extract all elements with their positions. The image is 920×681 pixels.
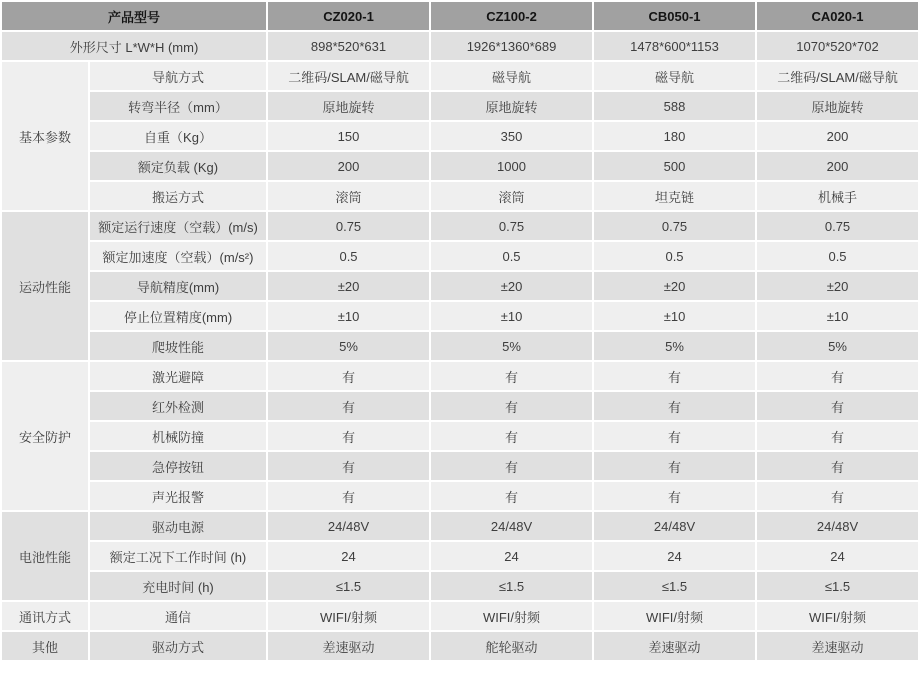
cell-value: 588 xyxy=(594,92,755,120)
cell-value: ±20 xyxy=(757,272,918,300)
cell-value: WIFI/射频 xyxy=(268,602,429,630)
cell-value: 350 xyxy=(431,122,592,150)
cell-value: 机械手 xyxy=(757,182,918,210)
cell-value: 有 xyxy=(757,422,918,450)
table-row xyxy=(2,272,918,300)
table-header-row xyxy=(2,2,918,30)
cell-value: 150 xyxy=(268,122,429,150)
table-row xyxy=(2,302,918,330)
param-label: 转弯半径（mm） xyxy=(90,92,266,120)
cell-value: WIFI/射频 xyxy=(431,602,592,630)
cell-value: 24 xyxy=(268,542,429,570)
table-row xyxy=(2,362,918,390)
group-label: 通讯方式 xyxy=(2,602,88,630)
model-header: CZ020-1 xyxy=(268,2,429,30)
param-label: 通信 xyxy=(90,602,266,630)
cell-value: 1070*520*702 xyxy=(757,32,918,60)
cell-value: 1478*600*1153 xyxy=(594,32,755,60)
header-param-label: 产品型号 xyxy=(2,2,266,30)
cell-value: 有 xyxy=(594,452,755,480)
param-label: 导航精度(mm) xyxy=(90,272,266,300)
cell-value: 180 xyxy=(594,122,755,150)
cell-value: 24/48V xyxy=(594,512,755,540)
cell-value: 原地旋转 xyxy=(431,92,592,120)
table-row xyxy=(2,122,918,150)
param-label: 充电时间 (h) xyxy=(90,572,266,600)
param-label: 机械防撞 xyxy=(90,422,266,450)
cell-value: 磁导航 xyxy=(431,62,592,90)
cell-value: 有 xyxy=(268,452,429,480)
table-row xyxy=(2,572,918,600)
group-label: 安全防护 xyxy=(2,362,88,510)
cell-value: 有 xyxy=(268,422,429,450)
param-label: 红外检测 xyxy=(90,392,266,420)
cell-value: ≤1.5 xyxy=(757,572,918,600)
cell-value: ±20 xyxy=(268,272,429,300)
table-row xyxy=(2,482,918,510)
cell-value: 24 xyxy=(757,542,918,570)
cell-value: 有 xyxy=(431,362,592,390)
cell-value: 二维码/SLAM/磁导航 xyxy=(757,62,918,90)
param-label: 爬坡性能 xyxy=(90,332,266,360)
model-header: CA020-1 xyxy=(757,2,918,30)
table-row xyxy=(2,542,918,570)
cell-value: 有 xyxy=(594,482,755,510)
cell-value: 0.75 xyxy=(268,212,429,240)
cell-value: ≤1.5 xyxy=(431,572,592,600)
cell-value: 1926*1360*689 xyxy=(431,32,592,60)
param-label: 声光报警 xyxy=(90,482,266,510)
cell-value: 有 xyxy=(757,362,918,390)
cell-value: 0.5 xyxy=(594,242,755,270)
cell-value: 1000 xyxy=(431,152,592,180)
cell-value: ±20 xyxy=(594,272,755,300)
cell-value: 差速驱动 xyxy=(268,632,429,660)
cell-value: ±10 xyxy=(594,302,755,330)
cell-value: 0.75 xyxy=(594,212,755,240)
cell-value: ±10 xyxy=(757,302,918,330)
cell-value: 差速驱动 xyxy=(757,632,918,660)
param-label: 自重（Kg） xyxy=(90,122,266,150)
cell-value: 0.5 xyxy=(757,242,918,270)
table-row xyxy=(2,392,918,420)
cell-value: 24 xyxy=(431,542,592,570)
cell-value: 有 xyxy=(431,392,592,420)
cell-value: 有 xyxy=(757,392,918,420)
cell-value: 5% xyxy=(268,332,429,360)
cell-value: 有 xyxy=(431,422,592,450)
model-header: CB050-1 xyxy=(594,2,755,30)
table-row xyxy=(2,332,918,360)
cell-value: 200 xyxy=(757,122,918,150)
group-label: 运动性能 xyxy=(2,212,88,360)
cell-value: 898*520*631 xyxy=(268,32,429,60)
model-header: CZ100-2 xyxy=(431,2,592,30)
cell-value: 有 xyxy=(594,422,755,450)
param-label: 搬运方式 xyxy=(90,182,266,210)
cell-value: 0.5 xyxy=(268,242,429,270)
cell-value: 有 xyxy=(431,482,592,510)
cell-value: 有 xyxy=(268,482,429,510)
param-label: 导航方式 xyxy=(90,62,266,90)
table-row xyxy=(2,182,918,210)
cell-value: 滚筒 xyxy=(268,182,429,210)
cell-value: 原地旋转 xyxy=(268,92,429,120)
cell-value: 有 xyxy=(757,452,918,480)
cell-value: ±10 xyxy=(268,302,429,330)
cell-value: 5% xyxy=(757,332,918,360)
cell-value: 有 xyxy=(757,482,918,510)
cell-value: 0.75 xyxy=(431,212,592,240)
cell-value: 500 xyxy=(594,152,755,180)
cell-value: ≤1.5 xyxy=(594,572,755,600)
cell-value: WIFI/射频 xyxy=(757,602,918,630)
param-label: 停止位置精度(mm) xyxy=(90,302,266,330)
table-row xyxy=(2,62,918,90)
cell-value: 原地旋转 xyxy=(757,92,918,120)
cell-value: 24/48V xyxy=(431,512,592,540)
param-label: 额定负载 (Kg) xyxy=(90,152,266,180)
cell-value: 24 xyxy=(594,542,755,570)
dimension-label: 外形尺寸 L*W*H (mm) xyxy=(2,32,266,60)
table-row xyxy=(2,32,918,60)
param-label: 额定加速度（空载）(m/s²) xyxy=(90,242,266,270)
cell-value: 有 xyxy=(594,392,755,420)
cell-value: 5% xyxy=(431,332,592,360)
cell-value: 0.5 xyxy=(431,242,592,270)
cell-value: 有 xyxy=(594,362,755,390)
param-label: 激光避障 xyxy=(90,362,266,390)
group-label: 其他 xyxy=(2,632,88,660)
group-label: 电池性能 xyxy=(2,512,88,600)
cell-value: 24/48V xyxy=(268,512,429,540)
cell-value: ≤1.5 xyxy=(268,572,429,600)
table-row xyxy=(2,422,918,450)
param-label: 额定运行速度（空载）(m/s) xyxy=(90,212,266,240)
table-row xyxy=(2,632,918,660)
cell-value: ±20 xyxy=(431,272,592,300)
table-row xyxy=(2,152,918,180)
table-row xyxy=(2,92,918,120)
param-label: 额定工况下工作时间 (h) xyxy=(90,542,266,570)
cell-value: 滚筒 xyxy=(431,182,592,210)
table-row xyxy=(2,242,918,270)
cell-value: 200 xyxy=(757,152,918,180)
cell-value: 二维码/SLAM/磁导航 xyxy=(268,62,429,90)
param-label: 驱动电源 xyxy=(90,512,266,540)
cell-value: 磁导航 xyxy=(594,62,755,90)
table-row xyxy=(2,212,918,240)
cell-value: 差速驱动 xyxy=(594,632,755,660)
cell-value: 舵轮驱动 xyxy=(431,632,592,660)
cell-value: 24/48V xyxy=(757,512,918,540)
table-row xyxy=(2,602,918,630)
cell-value: 有 xyxy=(268,362,429,390)
table-row xyxy=(2,452,918,480)
cell-value: WIFI/射频 xyxy=(594,602,755,630)
cell-value: 坦克链 xyxy=(594,182,755,210)
cell-value: 5% xyxy=(594,332,755,360)
cell-value: ±10 xyxy=(431,302,592,330)
cell-value: 有 xyxy=(431,452,592,480)
cell-value: 0.75 xyxy=(757,212,918,240)
cell-value: 有 xyxy=(268,392,429,420)
table-row xyxy=(2,512,918,540)
param-label: 急停按钮 xyxy=(90,452,266,480)
param-label: 驱动方式 xyxy=(90,632,266,660)
group-label: 基本参数 xyxy=(2,62,88,210)
cell-value: 200 xyxy=(268,152,429,180)
